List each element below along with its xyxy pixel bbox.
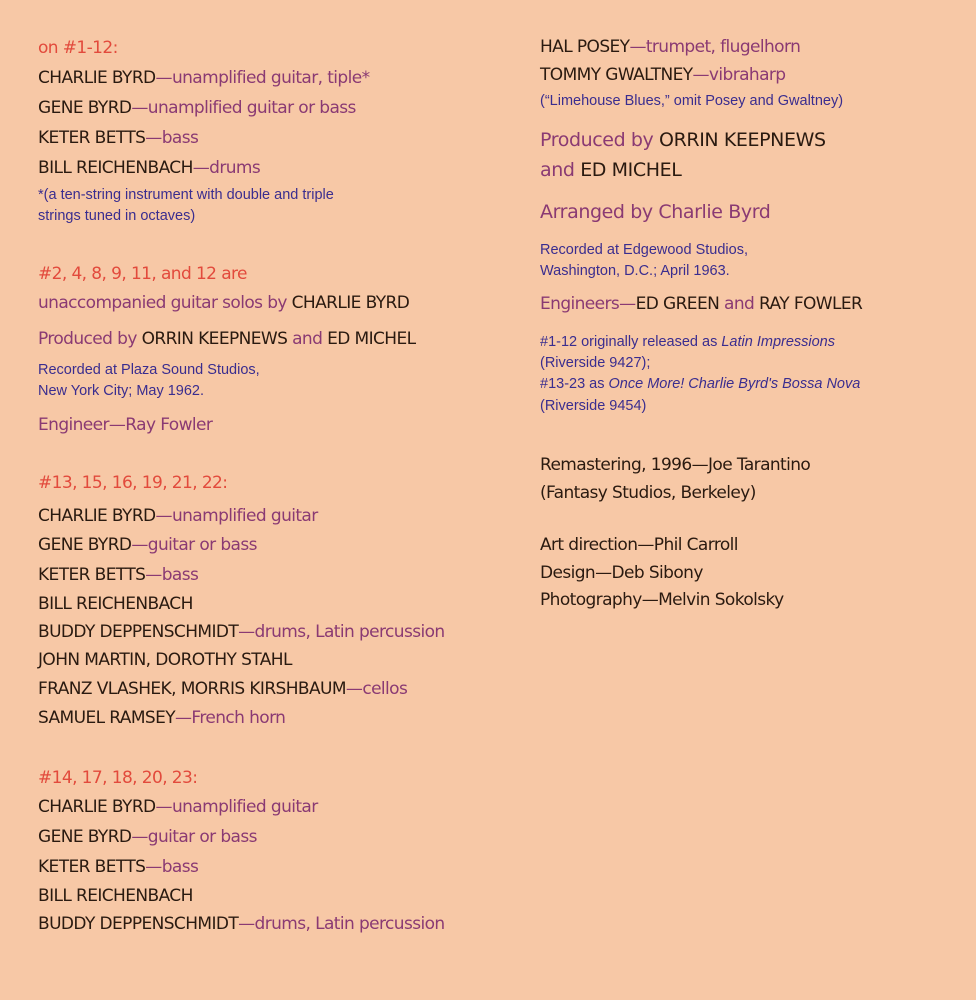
recording-info: Recorded at Edgewood Studios, bbox=[540, 242, 748, 258]
credit-line: BILL REICHENBACH bbox=[38, 594, 193, 614]
credit-line: CHARLIE BYRD—unamplified guitar bbox=[38, 797, 318, 817]
credit-line: KETER BETTS—bass bbox=[38, 565, 199, 585]
solos-line: unaccompanied guitar solos by CHARLIE BYRD bbox=[38, 293, 410, 313]
release-info: #13-23 as Once More! Charlie Byrd's Bossa Nova bbox=[540, 376, 861, 392]
credit-line: BUDDY DEPPENSCHMIDT—drums, Latin percussion bbox=[38, 914, 445, 934]
release-info: (Riverside 9427); bbox=[540, 355, 651, 371]
credit-line: KETER BETTS—bass bbox=[38, 857, 199, 877]
release-info: (Riverside 9454) bbox=[540, 398, 647, 414]
producer-line: Produced by ORRIN KEEPNEWS and ED MICHEL bbox=[38, 329, 416, 349]
remastering-line: Remastering, 1996—Joe Tarantino bbox=[540, 455, 811, 475]
recording-info: New York City; May 1962. bbox=[38, 383, 205, 399]
credit-line: GENE BYRD—guitar or bass bbox=[38, 535, 257, 555]
release-info: #1-12 originally released as Latin Impressions bbox=[540, 334, 835, 350]
recording-info: Recorded at Plaza Sound Studios, bbox=[38, 362, 260, 378]
arranged-line: Arranged by Charlie Byrd bbox=[540, 201, 771, 223]
credit-line: GENE BYRD—unamplified guitar or bass bbox=[38, 98, 356, 118]
credit-line: CHARLIE BYRD—unamplified guitar, tiple* bbox=[38, 68, 370, 88]
credit-line: HAL POSEY—trumpet, flugelhorn bbox=[540, 37, 801, 57]
design-line: Design—Deb Sibony bbox=[540, 563, 703, 583]
recording-info: Washington, D.C.; April 1963. bbox=[540, 263, 730, 279]
producer-line: and ED MICHEL bbox=[540, 159, 682, 181]
section-header-13-22: #13, 15, 16, 19, 21, 22: bbox=[38, 473, 228, 493]
credit-line: FRANZ VLASHEK, MORRIS KIRSHBAUM—cellos bbox=[38, 679, 408, 699]
fantasy-studios-line: (Fantasy Studios, Berkeley) bbox=[540, 483, 756, 503]
section-header-1-12: on #1-12: bbox=[38, 38, 118, 58]
photography-line: Photography—Melvin Sokolsky bbox=[540, 590, 784, 610]
credit-line: BILL REICHENBACH—drums bbox=[38, 158, 261, 178]
credit-line: GENE BYRD—guitar or bass bbox=[38, 827, 257, 847]
art-direction-line: Art direction—Phil Carroll bbox=[540, 535, 738, 555]
credit-line: CHARLIE BYRD—unamplified guitar bbox=[38, 506, 318, 526]
credit-line: TOMMY GWALTNEY—vibraharp bbox=[540, 65, 786, 85]
credit-line: BUDDY DEPPENSCHMIDT—drums, Latin percussion bbox=[38, 622, 445, 642]
tiple-note: strings tuned in octaves) bbox=[38, 208, 196, 224]
credit-line: BILL REICHENBACH bbox=[38, 886, 193, 906]
engineers-line: Engineers—ED GREEN and RAY FOWLER bbox=[540, 294, 863, 314]
tiple-note: *(a ten-string instrument with double and triple bbox=[38, 187, 334, 203]
credit-line: JOHN MARTIN, DOROTHY STAHL bbox=[38, 650, 292, 670]
section-header-solos: #2, 4, 8, 9, 11, and 12 are bbox=[38, 264, 247, 284]
producer-line: Produced by ORRIN KEEPNEWS bbox=[540, 129, 826, 151]
section-header-14-23: #14, 17, 18, 20, 23: bbox=[38, 768, 198, 788]
credit-line: KETER BETTS—bass bbox=[38, 128, 199, 148]
engineer-line: Engineer—Ray Fowler bbox=[38, 415, 213, 435]
limehouse-note: (“Limehouse Blues,” omit Posey and Gwaltney) bbox=[540, 93, 844, 109]
credit-line: SAMUEL RAMSEY—French horn bbox=[38, 708, 286, 728]
